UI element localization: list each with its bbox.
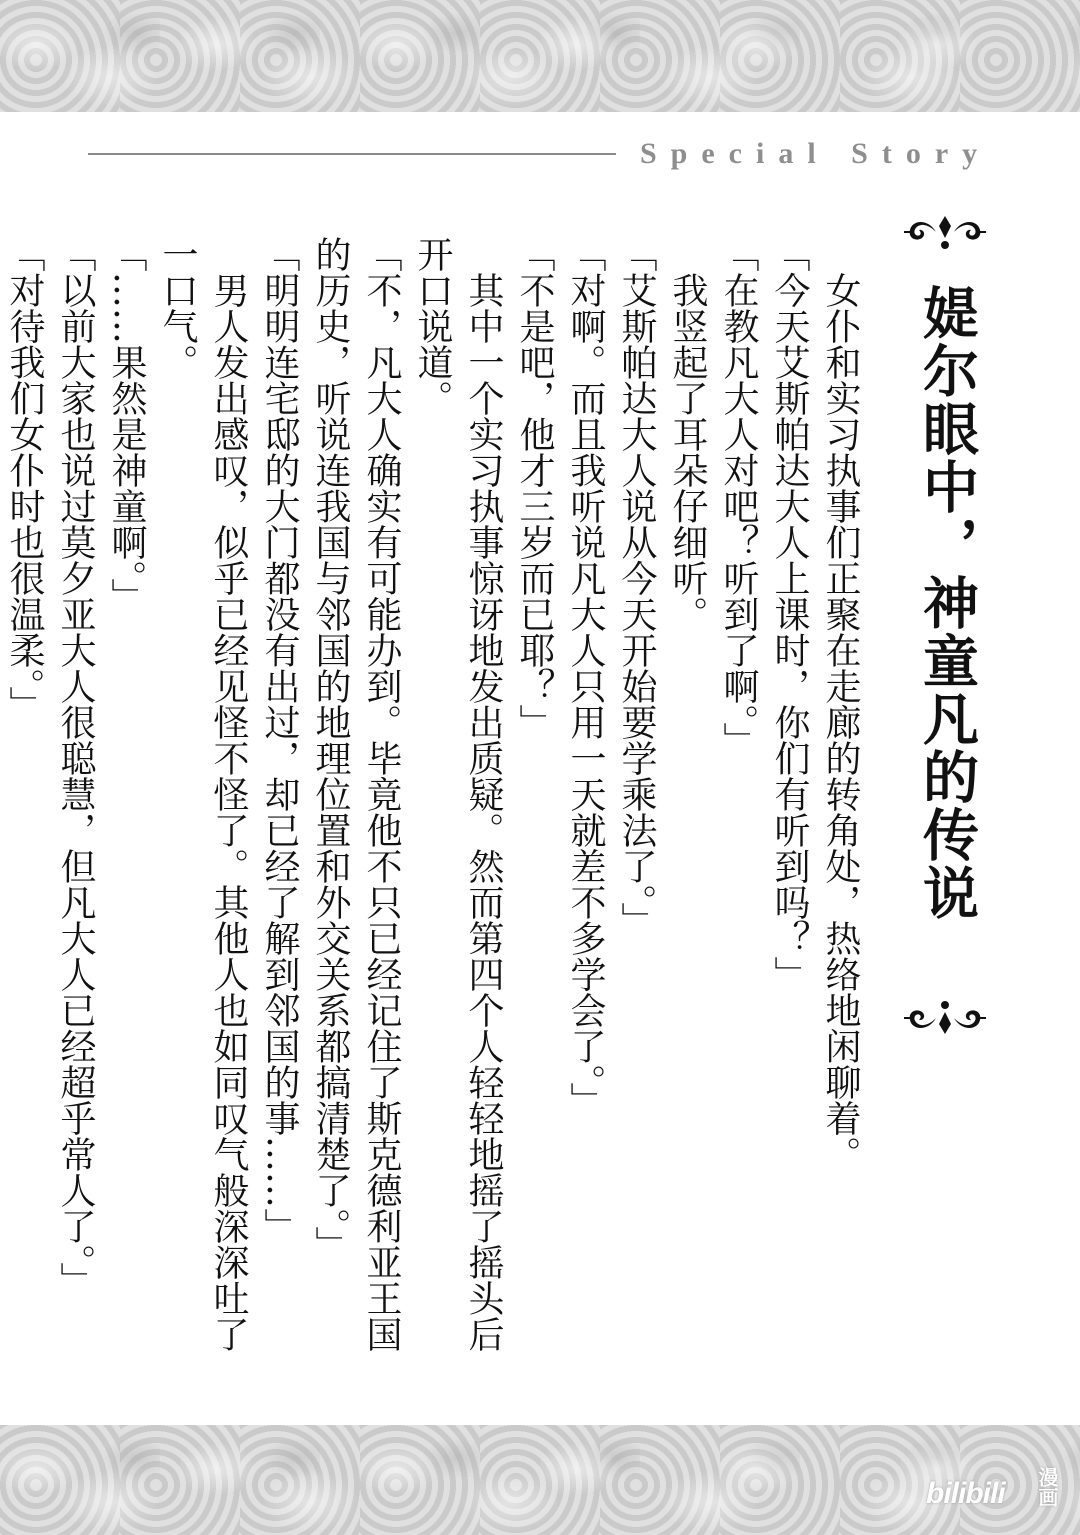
dialogue-line: 「在教凡大人对吧？听到了啊。」: [718, 236, 759, 758]
paragraph: 女仆和实习执事们正聚在走廊的转角处，热络地闲聊着。: [820, 272, 861, 1172]
section-label: Special Story: [640, 137, 992, 170]
dialogue-line: 「以前大家也说过莫夕亚大人很聪慧，但凡大人已经超乎常人了。」: [55, 236, 96, 1298]
decorative-header-band: [0, 0, 1080, 112]
dialogue-line: 「……果然是神童啊。」: [106, 236, 147, 614]
flourish-ornament-icon: [902, 212, 988, 252]
dialogue-line: 「不是吧，他才三岁而已耶？」: [514, 236, 555, 740]
paragraph: 男人发出感叹，似乎已经见怪不怪了。其他人也如同叹气般深深吐了一口气。: [157, 236, 249, 1352]
dialogue-line: 「明明连宅邸的大门都没有出过，却已经了解到邻国的事……」: [259, 236, 300, 1244]
dialogue-line: 「今天艾斯帕达大人上课时，你们有听到吗？」: [769, 236, 810, 992]
paragraph: 我竖起了耳朵仔细听。: [667, 272, 708, 632]
chapter-title: 媞尔眼中，神童凡的传说: [914, 284, 980, 922]
dialogue-line: 「不，凡大人确实有可能办到。毕竟他不只已经记住了斯克德利亚王国的历史，听说连我国与邻国的地理位置和外交关系都搞清楚了。」: [310, 236, 402, 1352]
dialogue-line: 「对啊。而且我听说凡大人只用一天就差不多学会了。」: [565, 236, 606, 1118]
header-rule: [88, 153, 616, 155]
bilibili-comics-watermark: [926, 1467, 1074, 1517]
watermark-label: 漫画: [1035, 1467, 1059, 1507]
watermark-logo: bilibili: [926, 1477, 1005, 1510]
dialogue-line: 「对待我们女仆时也很温柔。」: [4, 236, 45, 722]
story-body: [4, 236, 866, 1386]
paragraph: 其中一个实习执事惊讶地发出质疑。然而第四个人轻轻地摇了摇头后开口说道。: [412, 236, 504, 1352]
decorative-footer-band: [0, 1425, 1080, 1535]
flourish-ornament-icon: [902, 998, 988, 1038]
dialogue-line: 「艾斯帕达大人说从今天开始要学乘法了。」: [616, 236, 657, 938]
